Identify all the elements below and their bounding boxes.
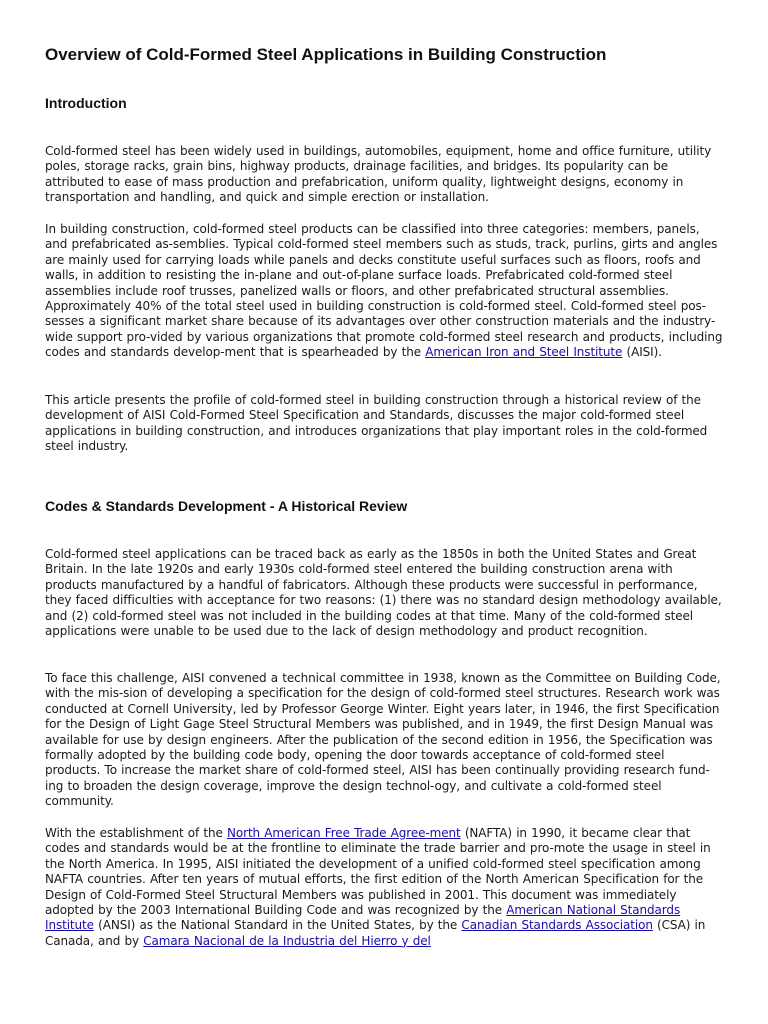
paragraph-intro-3: This article presents the profile of cold-formed steel in building construction through a historical review of the development of AISI Cold-Formed Steel Specification and Standards, discusses the major cold-formed steel applications in building construction, and introduces organizations that play important roles in the cold-formed steel industry. [45,393,708,454]
paragraph-intro-2-text: In building construction, cold-formed steel products can be classified into three categories: members, panels, and prefabricated as-semblies. Typical cold-formed steel members such as studs, track, purlins, girts and angles are mainly used for carrying loads while panels and decks constitute useful surfaces such as floors, roofs and walls, in addition to resisting the in-plane and out-of-plane surface loads. Prefabricated cold-formed steel assemblies include roof trusses, panelized walls or floors, and other prefabricated structural assemblies. Approximately 40% of the total steel used in building construction is cold-formed steel. Cold-formed steel pos-sesses a significant market share because of its advantages over other construction materials and the industry-wide support pro-vided by various organizations that promote cold-formed steel research and products, including codes and standards develop-ment that is spearheaded by the [45,222,723,360]
paragraph-codes-3-text-c: (ANSI) as the National Standard in the United States, by the [93,918,462,933]
paragraph-codes-3-text-d: (CSA) in Canada, and by [45,918,706,948]
paragraph-codes-3-text-a: With the establishment of the [45,826,227,840]
paragraph-codes-3-text-b: (NAFTA) in 1990, it became clear that codes and standards would be at the frontline to eliminate the trade barrier and pro-mote the usage in steel in the North America. In 1995, AISI initiated the development of a unified cold-formed steel specification among NAFTA countries. After ten years of mutual efforts, the first edition of the North American Specification for the Design of Cold-Formed Steel Structural Members was published in 2001. This document was immediately adopted by the 2003 International Building Code and was recognized by the [45,826,711,918]
link-camara-nacional[interactable]: Camara Nacional de la Industria del Hierro y del [143,933,431,948]
link-nafta[interactable]: North American Free Trade Agree-ment [227,826,461,840]
paragraph-codes-3 [45,826,723,949]
section-heading-codes-standards: Codes & Standards Development - A Historical Review [45,498,408,514]
document-title: Overview of Cold-Formed Steel Applications in Building Construction [45,45,607,64]
link-csa[interactable]: Canadian Standards Association [461,918,653,933]
paragraph-intro-2-tail: (AISI). [622,345,662,360]
paragraph-intro-1: Cold-formed steel has been widely used in buildings, automobiles, equipment, home and office furniture, utility poles, storage racks, grain bins, highway products, drainage facilities, and bridges. Its popularity can be attributed to ease of mass production and prefabrication, uniform quality, lightweight designs, economy in transportation and handling, and quick and simple erection or installation. [45,144,712,205]
section-heading-introduction: Introduction [45,95,127,111]
paragraph-codes-1: Cold-formed steel applications can be traced back as early as the 1850s in both the United States and Great Britain. In the late 1920s and early 1930s cold-formed steel entered the building construction arena with products manufactured by a handful of fabricators. Although these products were successful in performance, they faced difficulties with acceptance for two reasons: (1) there was no standard design methodology available, and (2) cold-formed steel was not included in the building codes at that time. Many of the cold-formed steel applications were unable to be used due to the lack of design methodology and product recognition. [45,547,722,639]
paragraph-codes-2: To face this challenge, AISI convened a technical committee in 1938, known as the Committee on Building Code, with the mis-sion of developing a specification for the design of cold-formed steel structures. Research work was conducted at Cornell University, led by Professor George Winter. Eight years later, in 1946, the first Specification for the Design of Light Gage Steel Structural Members was published, and in 1949, the first Design Manual was available for use by design engineers. After the publication of the second edition in 1956, the Specification was formally adopted by the building code body, opening the door towards acceptance of cold-formed steel products. To increase the market share of cold-formed steel, AISI has been continually providing research fund-ing to broaden the design coverage, improve the design technol-ogy, and cultivate a cold-formed steel community. [45,671,721,809]
link-ansi[interactable]: American National Standards Institute [45,903,681,933]
link-american-iron-and-steel-institute[interactable]: American Iron and Steel Institute [425,345,623,360]
paragraph-intro-2 [45,222,723,361]
